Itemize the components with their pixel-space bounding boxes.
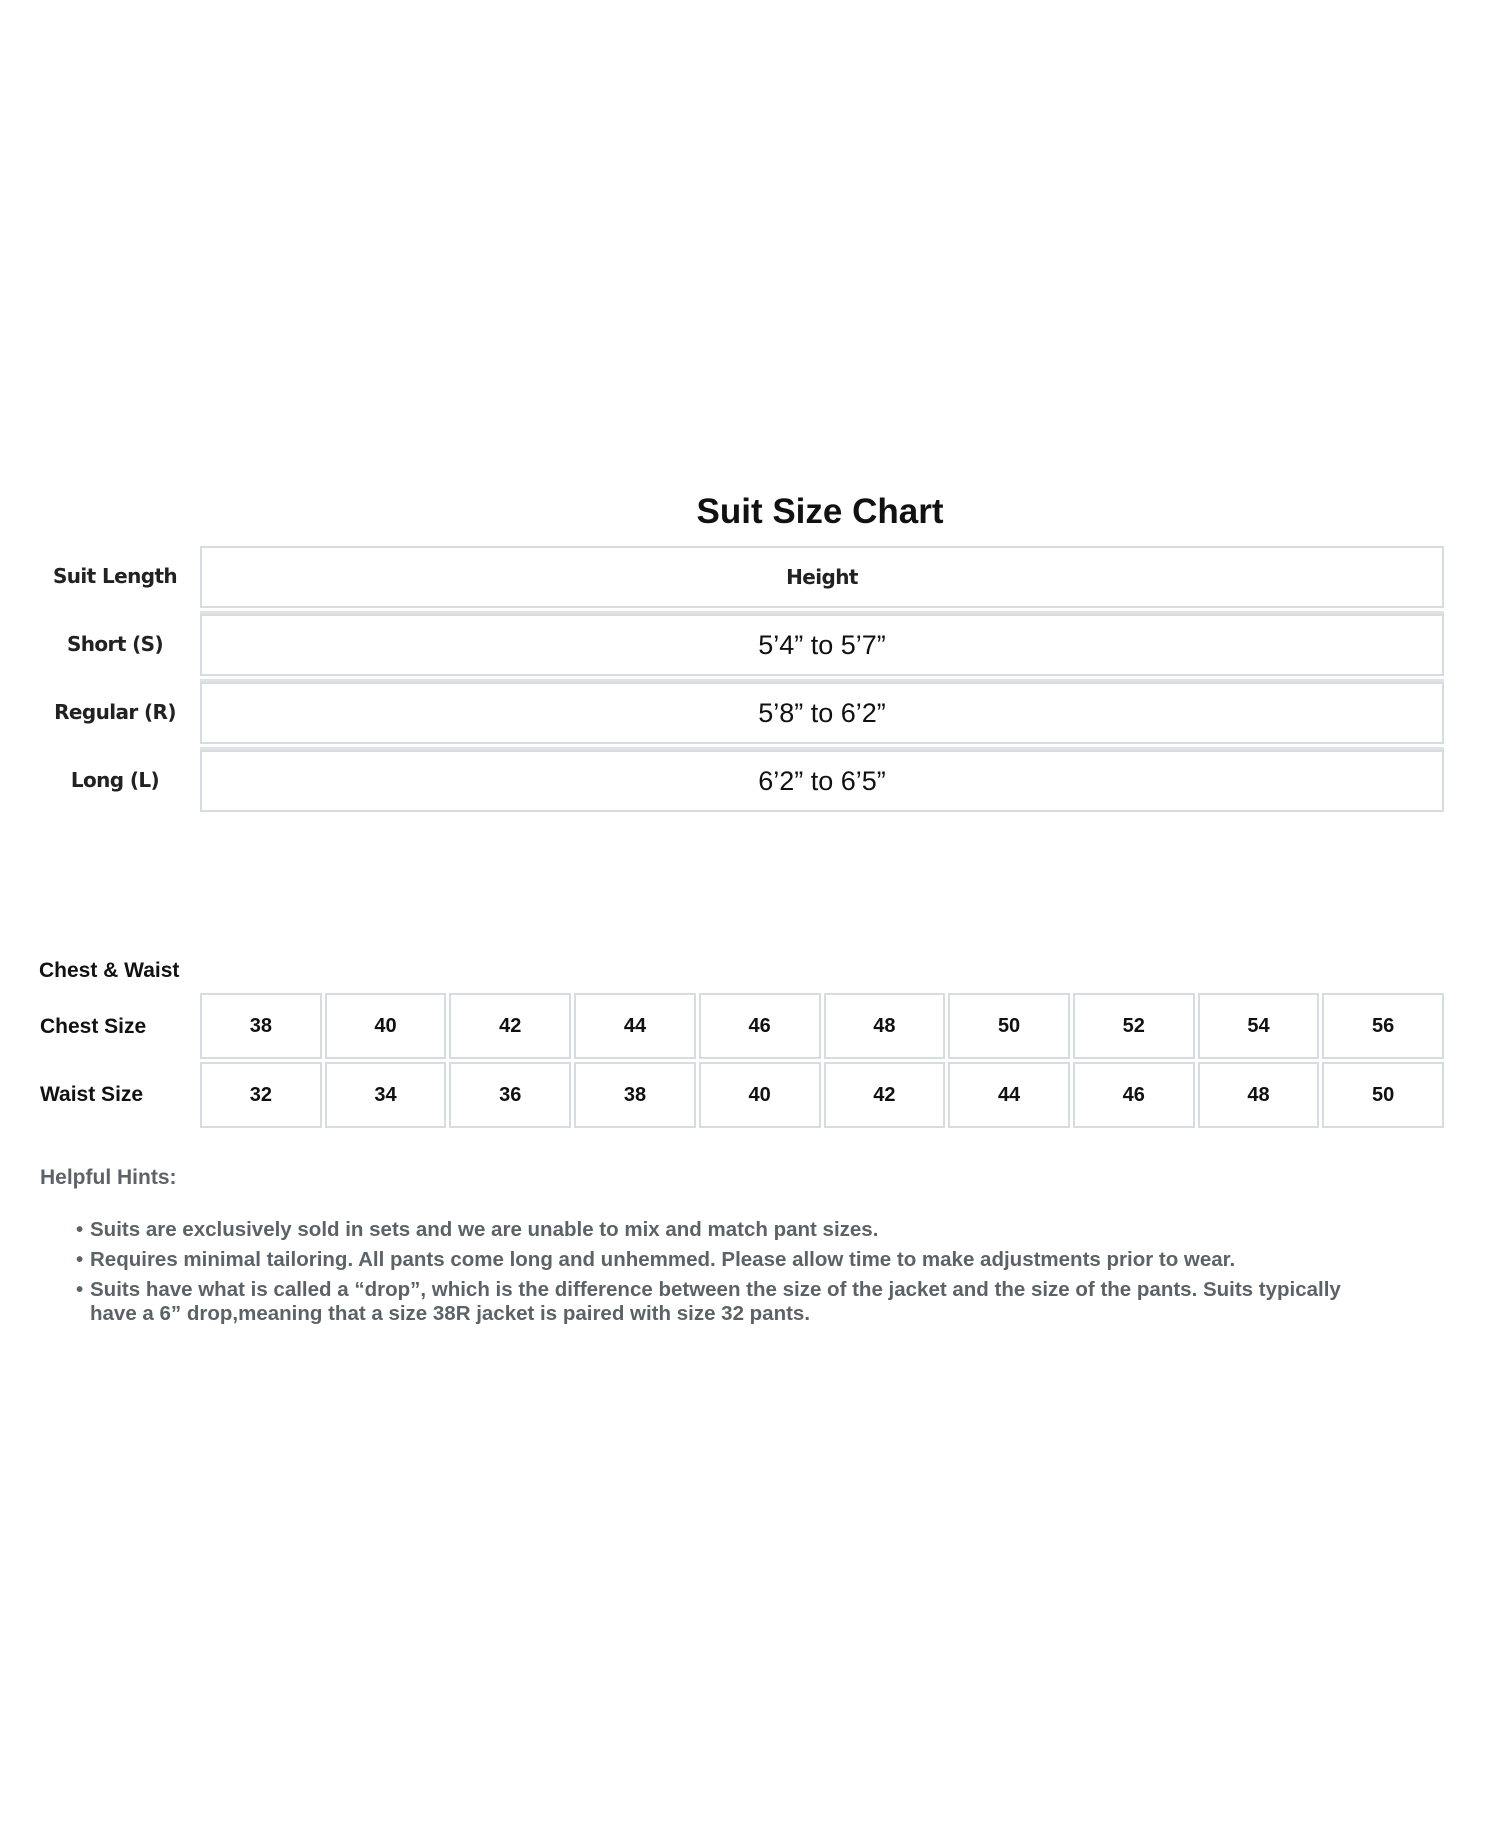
chest-size-cell: 54 <box>1198 993 1320 1059</box>
bullet-icon: • <box>76 1248 84 1271</box>
waist-size-cell: 46 <box>1073 1062 1195 1128</box>
length-row-value-regular <box>200 682 1444 744</box>
helpful-hints-title: Helpful Hints: <box>40 1166 177 1189</box>
bullet-icon: • <box>76 1218 84 1241</box>
list-item <box>76 1278 1350 1326</box>
chest-size-cell: 46 <box>699 993 821 1059</box>
height-header-text: Height <box>786 565 858 589</box>
chest-size-cell: 40 <box>325 993 447 1059</box>
length-row-value-short <box>200 614 1444 676</box>
chest-size-cell: 42 <box>449 993 571 1059</box>
hint-text: Suits are exclusively sold in sets and we are unable to mix and match pant sizes. <box>90 1218 879 1241</box>
length-row-label-regular: Regular (R) <box>54 700 176 724</box>
waist-size-cell: 40 <box>699 1062 821 1128</box>
height-range-text: 5’8” to 6’2” <box>758 697 886 728</box>
waist-size-row <box>200 1062 1444 1128</box>
chest-size-cell: 44 <box>574 993 696 1059</box>
chest-size-cell: 56 <box>1322 993 1444 1059</box>
waist-size-cell: 32 <box>200 1062 322 1128</box>
page-title: Suit Size Chart <box>696 492 944 531</box>
hint-text: Suits have what is called a “drop”, which is the difference between the size of the jacket and the size of the pants. Suits typically have a 6” drop,meaning that a size 38R jacket is paired with size 32 pants. <box>90 1278 1341 1325</box>
bullet-icon: • <box>76 1278 84 1301</box>
hint-text: Requires minimal tailoring. All pants come long and unhemmed. Please allow time to make adjustments prior to wear. <box>90 1248 1236 1271</box>
chest-waist-section-title: Chest & Waist <box>39 959 180 982</box>
chest-size-label: Chest Size <box>40 1015 147 1038</box>
list-item <box>76 1218 1376 1242</box>
suit-length-header-label: Suit Length <box>52 564 178 588</box>
waist-size-label: Waist Size <box>40 1083 144 1106</box>
waist-size-cell: 50 <box>1322 1062 1444 1128</box>
chest-size-cell: 48 <box>824 993 946 1059</box>
list-item <box>76 1248 1376 1272</box>
chest-size-cell: 38 <box>200 993 322 1059</box>
length-row-label-short: Short (S) <box>66 632 164 656</box>
height-header-cell <box>200 546 1444 608</box>
length-row-value-long <box>200 750 1444 812</box>
waist-size-cell: 34 <box>325 1062 447 1128</box>
length-row-label-long: Long (L) <box>70 768 160 792</box>
height-range-text: 5’4” to 5’7” <box>758 629 886 660</box>
helpful-hints-list <box>76 1218 1376 1332</box>
chest-size-cell: 52 <box>1073 993 1195 1059</box>
chest-size-row <box>200 993 1444 1059</box>
height-range-text: 6’2” to 6’5” <box>758 765 886 796</box>
waist-size-cell: 48 <box>1198 1062 1320 1128</box>
waist-size-cell: 44 <box>948 1062 1070 1128</box>
waist-size-cell: 38 <box>574 1062 696 1128</box>
chest-size-cell: 50 <box>948 993 1070 1059</box>
waist-size-cell: 36 <box>449 1062 571 1128</box>
waist-size-cell: 42 <box>824 1062 946 1128</box>
